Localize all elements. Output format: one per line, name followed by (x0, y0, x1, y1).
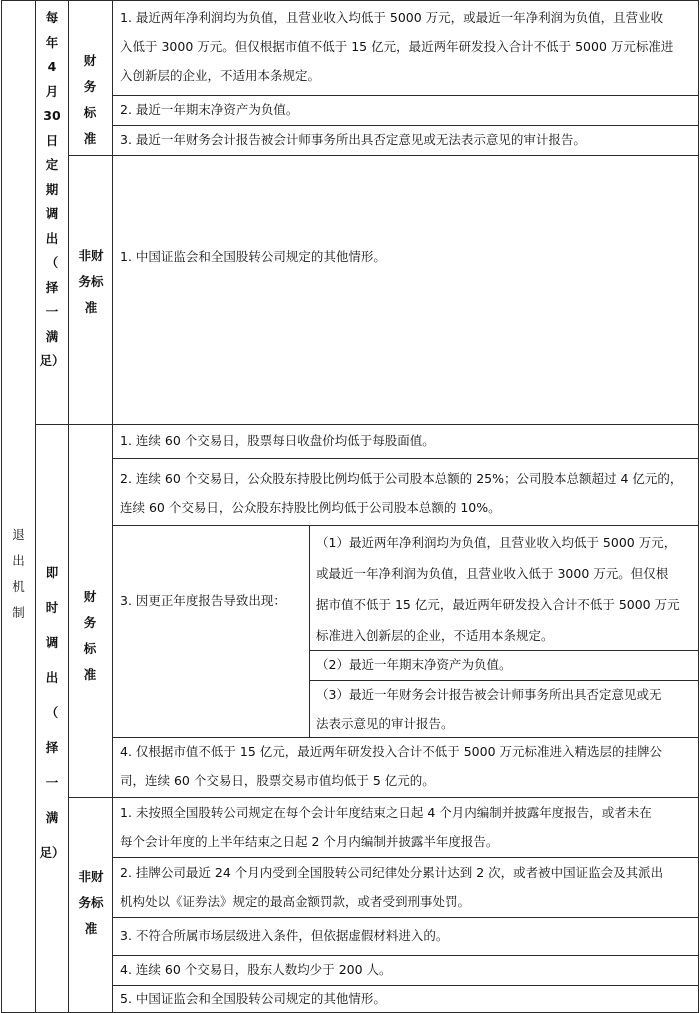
label-char: 每 (45, 10, 59, 25)
periodic-nonfinancial-label: 非财务标准 (78, 248, 104, 315)
label-char: 出 (45, 670, 59, 685)
label-char: 定 (45, 157, 59, 172)
grid-line (112, 0, 113, 1013)
label-char: 一 (45, 304, 59, 319)
grid-line (112, 955, 699, 956)
grid-line (68, 0, 69, 1013)
periodic-financial-item-1: 1. 最近两年净利润均为负值，且营业收入均低于 5000 万元，或最近一年净利润为负值，且营业收 入低于 3000 万元。但仅根据市值不低于 15 亿元，最近两年研发投入合计不低于 5000 万元标准进 入创新层的企业，不适用本条规定。 (120, 10, 674, 83)
label-char: 足） (39, 845, 65, 860)
grid-line (112, 737, 699, 738)
grid-line (112, 125, 699, 126)
immediate-financial-item-4: 4. 仅根据市值不低于 15 亿元，最近两年研发投入合计不低于 5000 万元标准进入精选层的挂牌公 司，连续 60 个交易日，股票交易市值均低于 5 亿元的。 (120, 744, 663, 788)
label-char: 出 (45, 230, 59, 246)
immediate-financial-item-3-sub-3: （3）最近一年财务会计报告被会计师事务所出具否定意见或无 法表示意见的审计报告。 (316, 687, 662, 731)
label-char: （ (45, 705, 59, 720)
label-char: 择 (45, 279, 59, 295)
label-char: 时 (45, 600, 59, 615)
immediate-financial-item-3-label: 3. 因更正年度报告导致出现： (120, 593, 286, 608)
label-char: 30 (43, 108, 61, 123)
label-char: 4 (47, 59, 57, 74)
periodic-financial-item-2: 2. 最近一年期末净资产为负值。 (120, 102, 299, 117)
label-char: （ (45, 255, 59, 270)
grid-line (309, 680, 699, 681)
immediate-financial-item-3-sub-1: （1）最近两年净利润均为负值，且营业收入均低于 5000 万元， 或最近一年净利润为负值，且营业收入低于 3000 万元。但仅根 据市值不低于 15 亿元，最近两年研发投入合计不低于 5000 万元 标准进入创新层的企业，不适用本条规定。 (316, 535, 680, 643)
label-char: 满 (45, 810, 59, 825)
immediate-exit-label (36, 555, 68, 870)
immediate-nonfinancial-item-3: 3. 不符合所属市场层级进入条件，但依据虚假材料进入的。 (120, 928, 449, 943)
immediate-financial-label: 财务标准 (83, 589, 97, 682)
periodic-exit-label (36, 6, 68, 374)
label-char: 调 (45, 206, 59, 221)
grid-line (68, 155, 699, 156)
grid-line (35, 424, 699, 425)
immediate-financial-item-1: 1. 连续 60 个交易日，股票每日收盘价均低于每股面值。 (120, 433, 435, 448)
grid-line (112, 525, 699, 526)
immediate-financial-item-3-sub-2: （2）最近一年期末净资产为负值。 (316, 657, 512, 672)
label-char: 一 (45, 775, 59, 790)
label-char: 调 (45, 635, 59, 650)
immediate-nonfinancial-label: 非财务标准 (78, 869, 104, 936)
grid-line (309, 525, 310, 737)
label-char: 足） (39, 353, 65, 368)
label-char: 满 (45, 328, 59, 344)
grid-line (68, 797, 699, 798)
grid-line (112, 95, 699, 96)
grid-line (112, 857, 699, 858)
immediate-nonfinancial-item-5: 5. 中国证监会和全国股转公司规定的其他情形。 (120, 991, 386, 1006)
outer-label-char: 退出机制 (12, 527, 25, 620)
grid-line (1, 0, 2, 1013)
grid-line (112, 458, 699, 459)
label-char: 月 (45, 83, 59, 99)
label-char: 年 (45, 34, 59, 50)
periodic-financial-item-3: 3. 最近一年财务会计报告被会计师事务所出具否定意见或无法表示意见的审计报告。 (120, 132, 586, 147)
grid-line (698, 0, 699, 1013)
immediate-nonfinancial-item-1: 1. 未按照全国股转公司规定在每个会计年度结束之日起 4 个月内编制并披露年度报告，或者未在 每个会计年度的上半年结束之日起 2 个月内编制并披露半年度报告。 (120, 805, 652, 849)
immediate-nonfinancial-item-4: 4. 连续 60 个交易日，股东人数均少于 200 人。 (120, 962, 392, 977)
label-char: 即 (45, 565, 59, 580)
label-char: 日 (45, 132, 59, 148)
grid-line (112, 917, 699, 918)
periodic-financial-label: 财务标准 (83, 53, 97, 146)
immediate-financial-item-2: 2. 连续 60 个交易日，公众股东持股比例均低于公司股本总额的 25%；公司股本总额超过 4 亿元的， 连续 60 个交易日，公众股东持股比例均低于公司股本总额的 10%。 (120, 471, 683, 515)
label-char: 择 (45, 740, 59, 755)
periodic-nonfinancial-item-1: 1. 中国证监会和全国股转公司规定的其他情形。 (120, 249, 386, 264)
grid-line (1, 0, 699, 1)
label-char: 期 (45, 181, 59, 197)
immediate-nonfinancial-item-2: 2. 挂牌公司最近 24 个月内受到全国股转公司纪律处分累计达到 2 次，或者被中国证监会及其派出 机构处以《证券法》规定的最高金额罚款，或者受到刑事处罚。 (120, 865, 664, 909)
outer-label (2, 522, 35, 626)
